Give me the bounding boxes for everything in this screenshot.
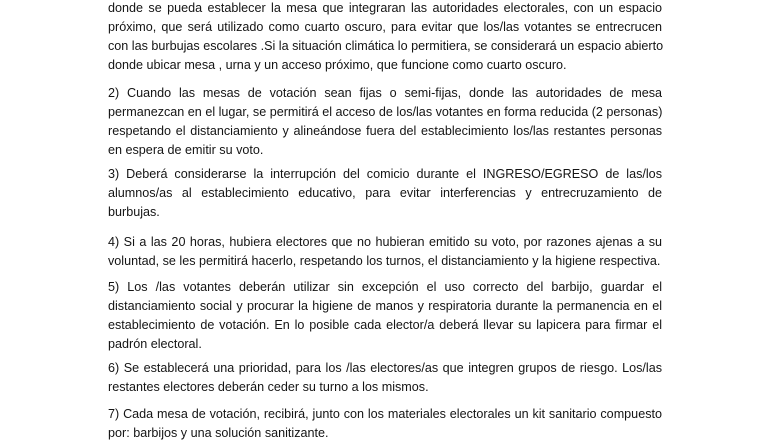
text-line: por: barbijos y una solución sanitizante. (108, 426, 329, 440)
text-line: burbujas. (108, 205, 160, 219)
text-line: próximo, que será utilizado como cuarto oscuro, para evitar que los/las votantes se entrecrucen (108, 20, 662, 34)
text-line: restantes electores deberán ceder su turno a los mismos. (108, 380, 429, 394)
text-line: respetando el distanciamiento y alineándose fuera del establecimiento los/las restantes personas (108, 124, 662, 138)
text-line: 2) Cuando las mesas de votación sean fijas o semi-fijas, donde las autoridades de mesa (108, 86, 662, 100)
text-line: 3) Deberá considerarse la interrupción del comicio durante el INGRESO/EGRESO de las/los (108, 167, 662, 181)
paragraph-7 (108, 405, 662, 443)
text-line: permanezcan en el lugar, se permitirá el acceso de los/las votantes en forma reducida (2 personas) (108, 105, 663, 119)
text-line: distanciamiento social y procurar la higiene de manos y respiratoria durante la permanencia en el (108, 299, 662, 313)
paragraph-4 (108, 233, 662, 271)
text-line: 5) Los /las votantes deberán utilizar sin excepción el uso correcto del barbijo, guardar el (108, 280, 662, 294)
text-line: padrón electoral. (108, 337, 202, 351)
text-line: con las burbujas escolares .Si la situación climática lo permitiera, se considerará un espacio abierto (108, 39, 664, 53)
text-line: donde ubicar mesa , urna y un acceso próximo, que funcione como cuarto oscuro. (108, 58, 567, 72)
text-line: 7) Cada mesa de votación, recibirá, junto con los materiales electorales un kit sanitario compuesto (108, 407, 662, 421)
text-line: voluntad, se les permitirá hacerlo, respetando los turnos, el distanciamiento y la higiene respectiva. (108, 254, 661, 268)
text-line: 4) Si a las 20 horas, hubiera electores que no hubieran emitido su voto, por razones ajenas a su (108, 235, 662, 249)
paragraph-2 (108, 84, 662, 160)
text-line: alumnos/as al establecimiento educativo, para evitar interferencias y entrecruzamiento de (108, 186, 662, 200)
paragraph-1 (108, 0, 662, 75)
paragraph-3 (108, 165, 662, 222)
paragraph-5 (108, 278, 662, 354)
text-line: establecimiento de votación. En lo posible cada elector/a deberá llevar su lapicera para firmar el (108, 318, 662, 332)
paragraph-6 (108, 359, 662, 397)
text-line: 6) Se establecerá una prioridad, para los /las electores/as que integren grupos de riesgo. Los/las (108, 361, 662, 375)
text-line: donde se pueda establecer la mesa que integraran las autoridades electorales, con un espacio (108, 1, 662, 15)
text-line: en espera de emitir su voto. (108, 143, 264, 157)
